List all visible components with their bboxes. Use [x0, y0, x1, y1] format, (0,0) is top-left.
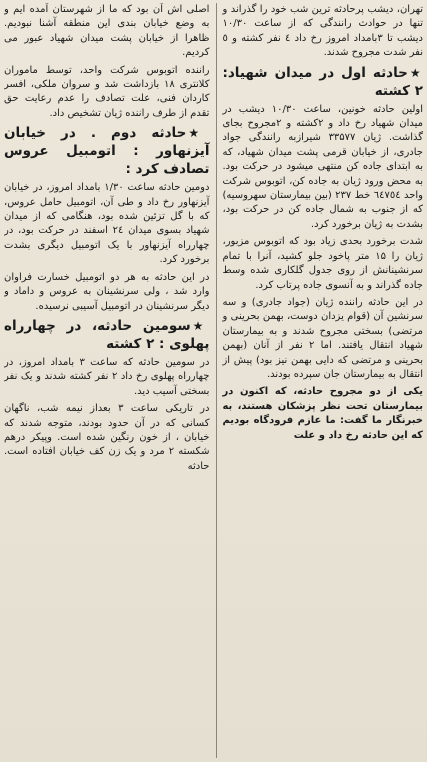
story2-heading — [4, 124, 209, 178]
continued-paragraph-2: راننده اتوبوس شرکت واحد، توسط ماموران کلانتری ۱۸ بازداشت شد و سروان ملکی، افسر کاردان فنی، علت تصادف را عدم رعایت حق تقدم از طرف راننده ژیان تشخیص داد. — [4, 64, 210, 119]
story3-paragraph-1: در سومین حادثه که ساعت ۳ بامداد امروز، در چهارراه پهلوی رخ داد ۲ نفر کشته شدند و یک نفر بسختی آسیب دید. — [4, 356, 210, 397]
story1-heading — [222, 64, 423, 100]
star-icon: ★ — [409, 65, 423, 80]
story2-heading-text: حادثه دوم . در خیابان آیزنهاور : اتومبیل عروس تصادف کرد : — [4, 125, 210, 178]
left-column — [4, 3, 210, 758]
star-icon: ★ — [192, 318, 210, 333]
story3-paragraph-2: در تاریکی ساعت ۳ بعداز نیمه شب، ناگهان کسانی که در آن حدود بودند، متوجه شدند که خیابان ، از خون رنگین شده است. وپیکر درهم شکسته ۲ مرد و یک زن کف خیابان افتاده است. حادثه — [4, 403, 210, 472]
columns — [4, 3, 423, 758]
story1-paragraph-2: شدت برخورد بحدی زیاد بود که اتوبوس مزبور، ژیان را ۱۵ متر پاخود جلو کشید، آنرا با تمام سرنشینانش از روی جدول گلکاری شده وسط جاده گذراند و به آنسوی جاده پرتاب کرد. — [222, 236, 423, 291]
story1-paragraph-1: اولین حادثه خونین، ساعت ۱۰/۳۰ دیشب در میدان شهیاد رخ داد و ۲کشته و ۲مجروح بجای گذاشت. ژیان ۳۳۵۷۷ شیرازبه رانندگی جواد جادری، از خیابان قرمی پشت میدان شهیاد، که به ابتدای جاده کن منتهی میشود در حرکت بود. به محض ورود ژیان به جاده کن، اتوبوس شرکت واحد ٦٤٧٥٤ خط ۲۳۷ (بین بیمارستان سهروسیه) که از جنوب به شمال جاده کن در حرکت بود، بشدت به ژیان برخورد کرد. — [222, 103, 423, 230]
story1-paragraph-4: یکی از دو مجروح حادثه، که اکنون در بیمارستان تحت نظر پزشکان هستند، به خبرنگار ما گفت: ما عازم فرودگاه بودیم که این حادثه رخ داد و علت — [222, 386, 423, 441]
continued-paragraph-1: اصلی اش آن بود که ما از شهرستان آمده ایم و به وضع خیابان بندی این منطقه آشنا نبودیم. ظاهرا از خیابان پشت میدان شهیاد عبور می کردیم. — [4, 4, 210, 59]
story1-heading-text: حادثه اول در میدان شهیاد: ۲ کشته — [222, 64, 423, 99]
right-column — [216, 3, 423, 758]
intro-paragraph: تهران، دیشب پرحادثه ترین شب خود را گذراند و تنها در حوادث رانندگی که از ساعت ۱۰/۳۰ دیشب تا ۳بامداد امروز رخ داد ٤ نفر کشته و ٥ نفر شدت مجروح شدند. — [222, 4, 423, 59]
story3-heading — [4, 317, 209, 353]
star-icon: ★ — [188, 126, 210, 141]
story1-paragraph-3: در این حادثه راننده ژیان (جواد جادری) و سه سرنشین آن (قوام یزدان دوست، بهمن بحرینی و مرتضی) بسختی مجروح شدند و به بیمارستان شهیاد انتقال یافتند. اما ۲ نفر از آنان (بهمن بحرینی و مرتضی که دایی بهمن نیز بود) پیش از انتقال به بیمارستان جان سپرده بودند. — [222, 296, 423, 380]
story2-paragraph-1: دومین حادثه ساعت ۱/۳۰ بامداد امروز، در خیابان آیزنهاور رخ داد و طی آن، اتومبیل حامل عروس، که با گل تزئین شده بود، هنگامی که از میدان شهیاد بسوی میدان ۲٤ اسفند در حرکت بود، در چهارراه آیزنهاور با یک اتومبیل دیگری بشدت برخورد کرد. — [4, 182, 210, 266]
story3-heading-text: سومین حادثه، در چهارراه پهلوی : ۲ کشته — [4, 317, 210, 352]
story2-paragraph-2: در این حادثه به هر دو اتومبیل خسارت فراوان وارد شد ، ولی سرنشینان به عروس و داماد و دیگر سرنشینان در اتومبیل آسیبی نرسیده. — [4, 271, 210, 312]
